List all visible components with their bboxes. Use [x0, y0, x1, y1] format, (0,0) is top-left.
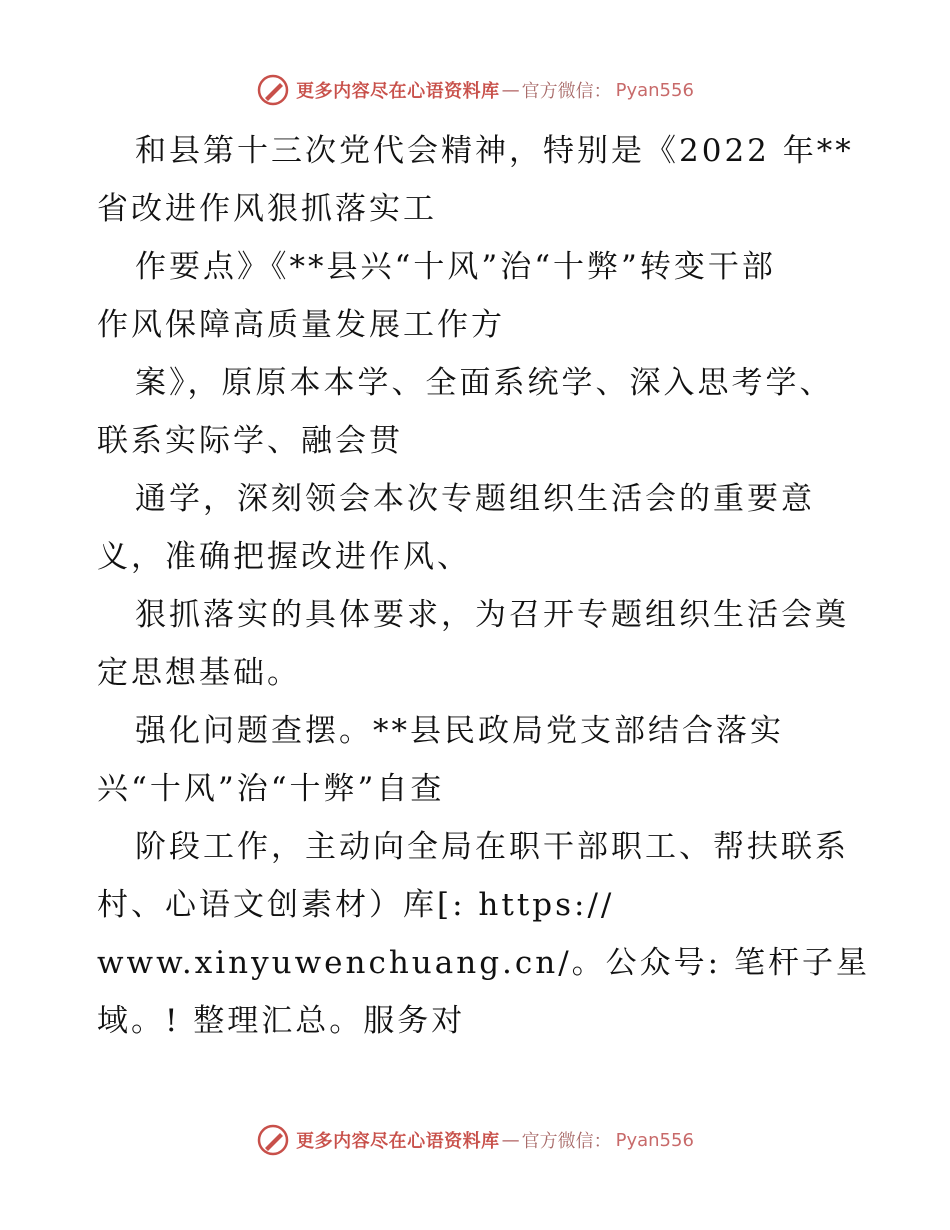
brush-logo-icon: [256, 1123, 290, 1157]
header-banner: [0, 70, 950, 110]
banner-dash: —: [501, 1129, 520, 1151]
banner-wechat-id: Pyan556: [615, 1129, 694, 1151]
paragraph-line: 强化问题查摆。**县民政局党支部结合落实: [135, 713, 784, 749]
banner-dash: —: [501, 79, 520, 101]
paragraph-line: 作风保障高质量发展工作方: [97, 307, 505, 343]
paragraph-line: 通学，深刻领会本次专题组织生活会的重要意: [135, 481, 815, 517]
paragraph-line: 作要点》《**县兴“十风”治“十弊”转变干部: [135, 249, 776, 285]
banner-separator: ：: [593, 81, 612, 102]
paragraph-line: 联系实际学、融会贯: [97, 423, 403, 459]
paragraph-line: 定思想基础。: [97, 655, 301, 691]
footer-banner: [0, 1120, 950, 1160]
banner-wechat-id: Pyan556: [615, 79, 694, 101]
document-body: [97, 122, 870, 1050]
paragraph-line: 村、心语文创素材）库[: https://: [97, 887, 615, 923]
paragraph-line: 案》，原原本本学、全面系统学、深入思考学、: [135, 365, 834, 401]
paragraph-line: 域。! 整理汇总。服务对: [97, 1003, 466, 1039]
paragraph-line: 义，准确把握改进作风、: [97, 539, 471, 575]
banner-title: 更多内容尽在心语资料库: [296, 1131, 500, 1152]
paragraph-line: 兴“十风”治“十弊”自查: [97, 771, 445, 807]
banner-separator: ：: [593, 1131, 612, 1152]
paragraph-line: 狠抓落实的具体要求，为召开专题组织生活会奠: [135, 597, 849, 633]
paragraph-line: www.xinyuwenchuang.cn/。公众号: 笔杆子星: [97, 945, 870, 981]
banner-wechat-label: 官方微信: [521, 1131, 594, 1152]
banner-title: 更多内容尽在心语资料库: [296, 81, 500, 102]
paragraph-line: 和县第十三次党代会精神，特别是《2022 年**: [135, 133, 854, 169]
brush-logo-icon: [256, 73, 290, 107]
banner-wechat-label: 官方微信: [521, 81, 594, 102]
paragraph-line: 省改进作风狠抓落实工: [97, 191, 437, 227]
paragraph-line: 阶段工作，主动向全局在职干部职工、帮扶联系: [135, 829, 849, 865]
